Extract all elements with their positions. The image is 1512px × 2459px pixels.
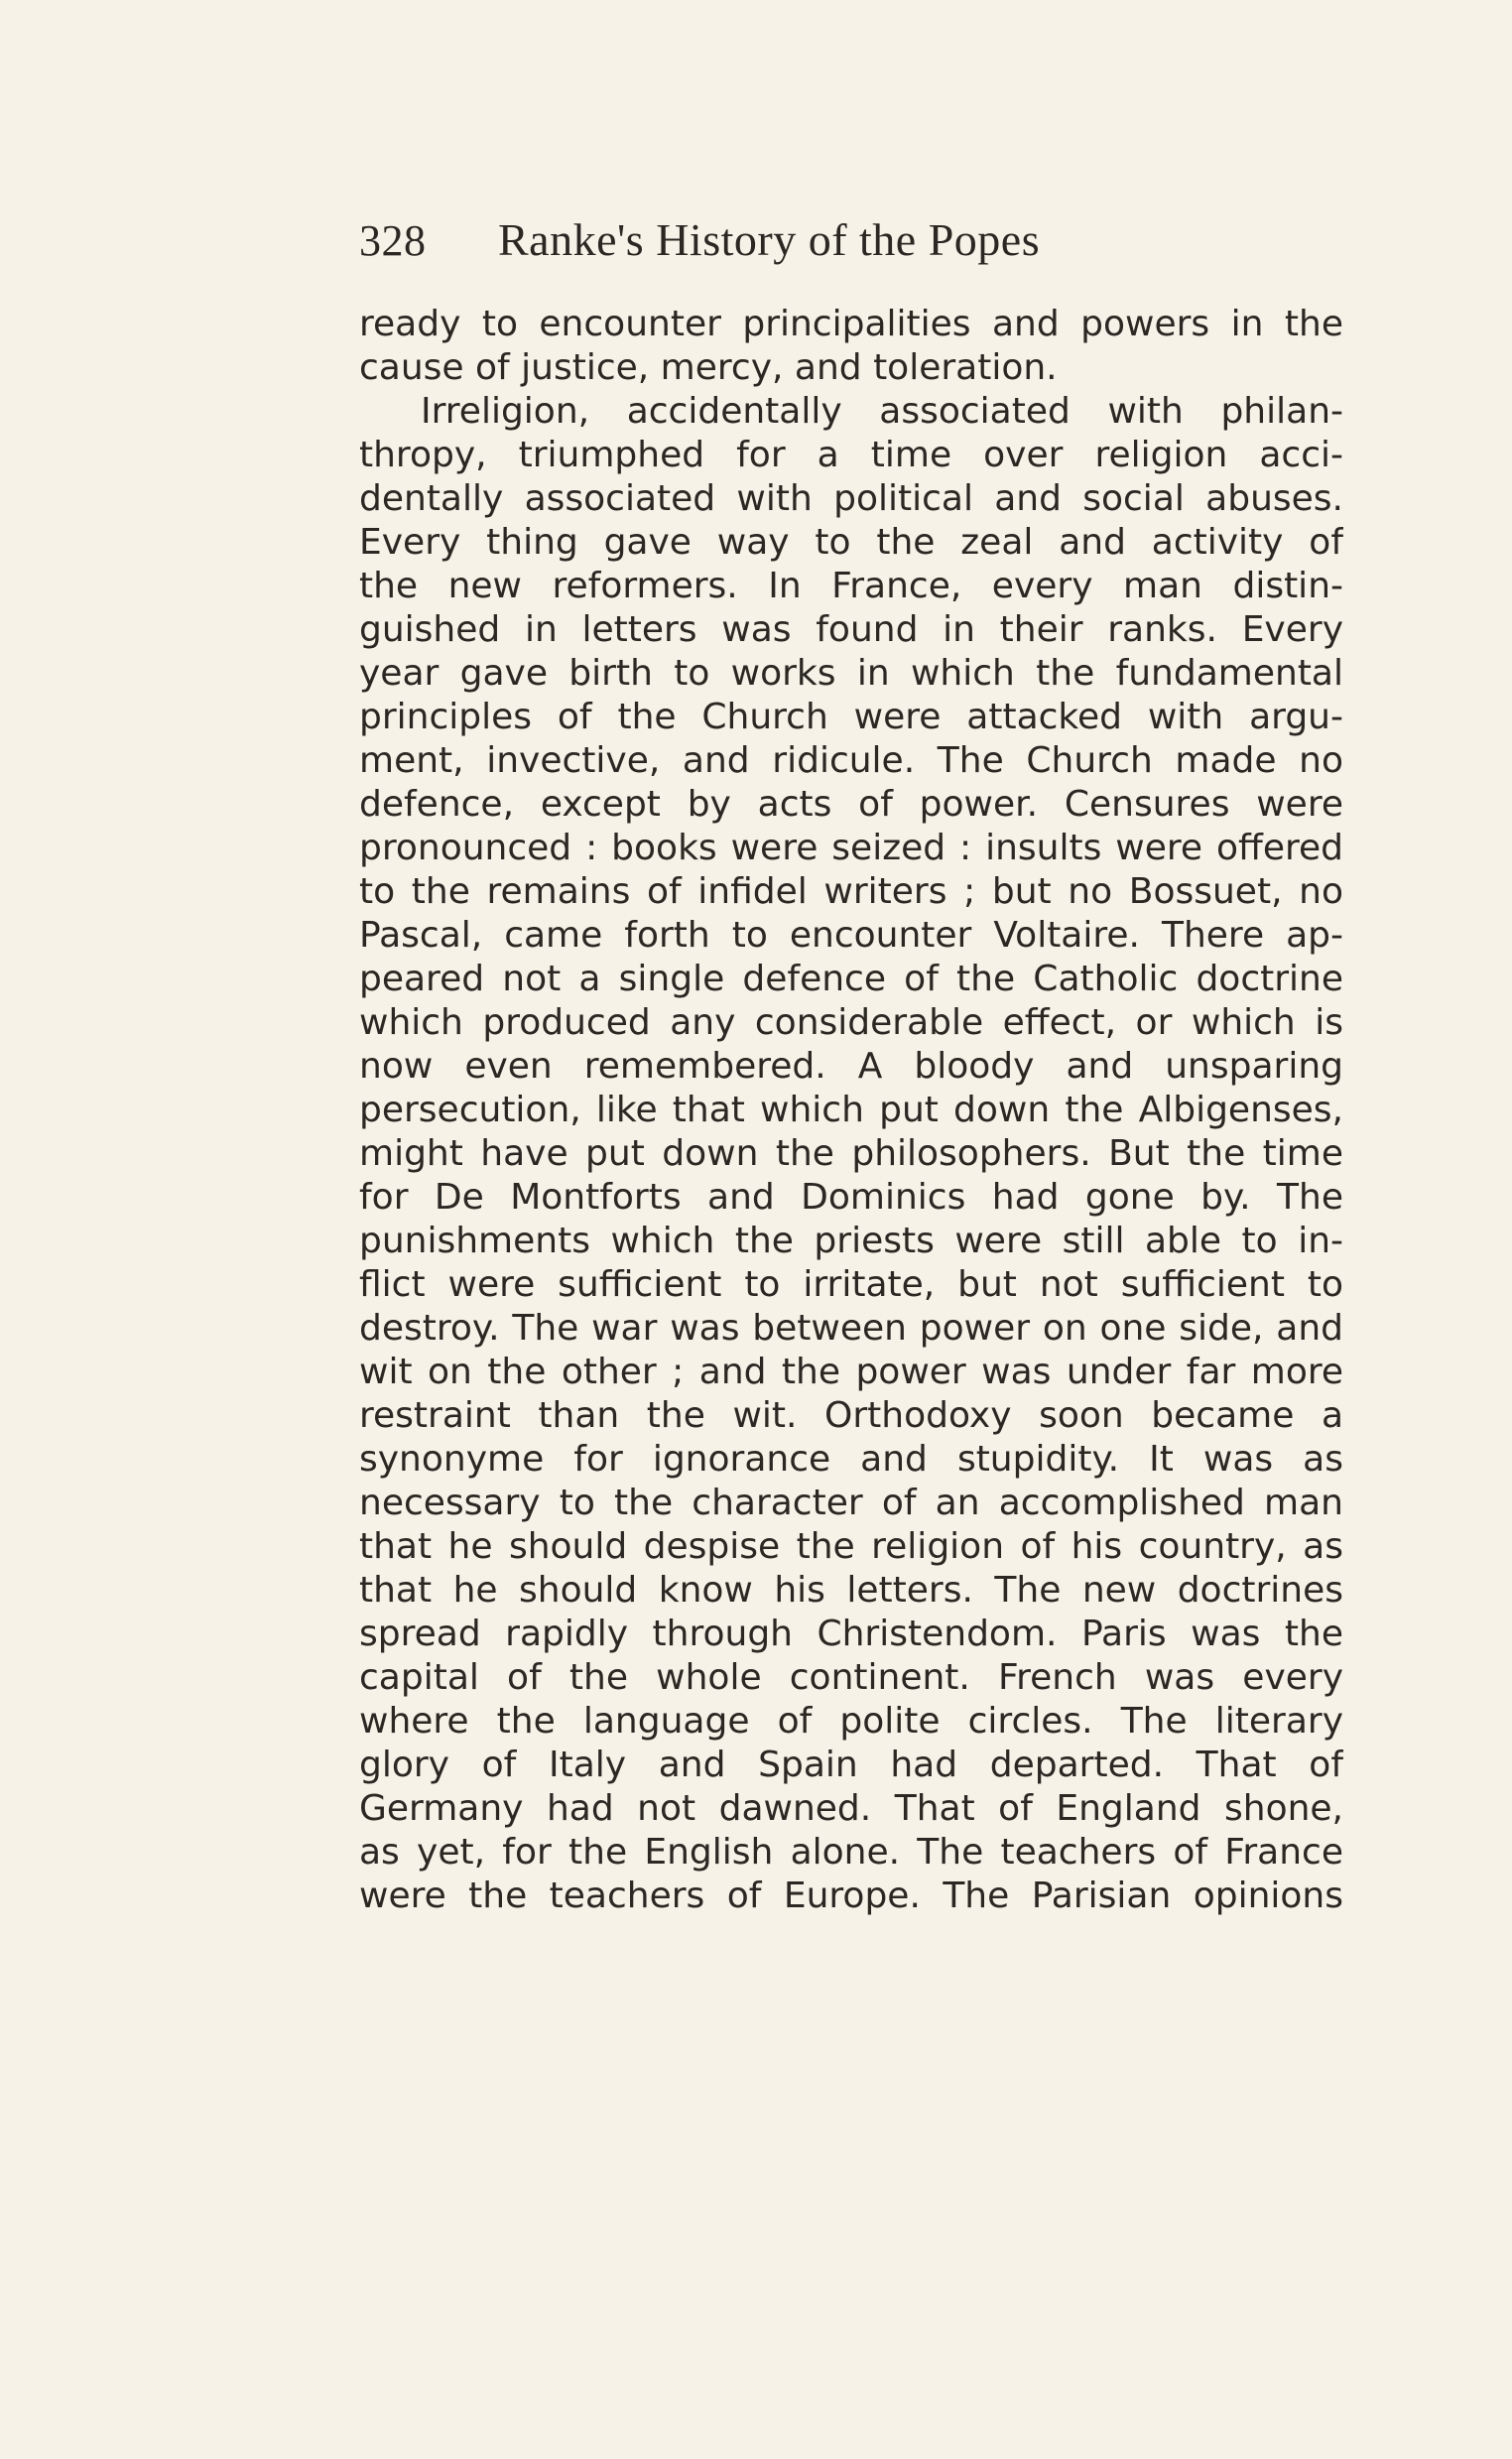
text-line: principles of the Church were attacked with argu- [359,697,1343,737]
text-line: restraint than the wit. Orthodoxy soon became a [359,1395,1343,1436]
text-line: necessary to the character of an accomplished man [359,1483,1343,1523]
text-line: spread rapidly through Christendom. Paris was the [359,1614,1343,1654]
text-line: year gave birth to works in which the fundamental [359,653,1343,694]
text-line: which produced any considerable effect, or which is [359,1002,1343,1043]
text-line: for De Montforts and Dominics had gone by. The [359,1177,1343,1218]
text-line: guished in letters was found in their ranks. Every [359,609,1343,650]
text-line: Irreligion, accidentally associated with philan- [421,391,1343,432]
text-line: destroy. The war was between power on one side, and [359,1308,1343,1349]
text-line: ment, invective, and ridicule. The Church made no [359,740,1343,781]
text-line: punishments which the priests were still able to in- [359,1221,1343,1261]
text-line: flict were sufficient to irritate, but not sufficient to [359,1264,1343,1305]
text-line: dentally associated with political and social abuses. [359,478,1343,519]
page-number: 328 [359,216,427,265]
text-line: might have put down the philosophers. But the time [359,1133,1343,1174]
text-line: to the remains of infidel writers ; but no Bossuet, no [359,871,1343,912]
text-line: persecution, like that which put down the Albigenses, [359,1090,1343,1130]
text-line: Germany had not dawned. That of England shone, [359,1788,1343,1829]
text-line: Pascal, came forth to encounter Voltaire. There ap- [359,915,1343,956]
text-line: that he should despise the religion of his country, as [359,1526,1343,1567]
text-line: that he should know his letters. The new doctrines [359,1570,1343,1611]
running-title: Ranke's History of the Popes [498,214,1041,265]
text-line: defence, except by acts of power. Censures were [359,784,1343,825]
text-line: now even remembered. A bloody and unsparing [359,1046,1343,1087]
text-line: the new reformers. In France, every man distin- [359,566,1343,606]
text-line: Every thing gave way to the zeal and activity of [359,522,1343,563]
text-line: cause of justice, mercy, and toleration. [359,347,1058,388]
text-line: wit on the other ; and the power was under far more [359,1352,1343,1392]
body-text [359,303,1343,1918]
text-line: as yet, for the English alone. The teachers of France [359,1832,1343,1873]
text-line: peared not a single defence of the Catholic doctrine [359,959,1343,999]
text-line: thropy, triumphed for a time over religion acci- [359,435,1343,475]
text-line: pronounced : books were seized : insults were offered [359,828,1343,868]
text-line: capital of the whole continent. French was every [359,1657,1343,1698]
text-line: where the language of polite circles. The literary [359,1701,1343,1742]
text-line: glory of Italy and Spain had departed. That of [359,1745,1343,1785]
text-line: were the teachers of Europe. The Parisian opinions [359,1876,1343,1916]
text-line: ready to encounter principalities and powers in the [359,304,1343,344]
text-line: synonyme for ignorance and stupidity. It was as [359,1439,1343,1480]
page-header [359,210,1339,270]
